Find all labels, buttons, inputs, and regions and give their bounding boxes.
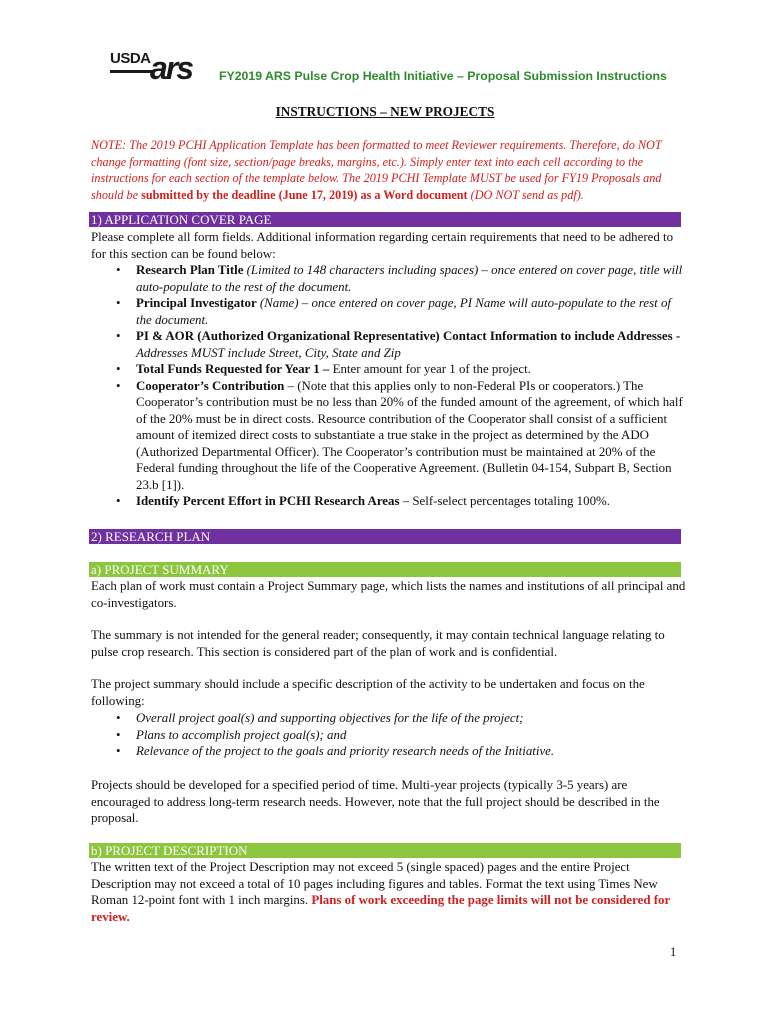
page-number: 1 bbox=[670, 945, 677, 959]
item-text: (Limited to 148 characters including spaces) – once entered on cover page, title will auto-populate to the rest of the document. bbox=[136, 263, 683, 294]
logo-usda-text: USDA bbox=[110, 50, 151, 67]
list-item bbox=[91, 361, 687, 378]
list-item bbox=[91, 493, 687, 510]
document-title: INSTRUCTIONS – NEW PROJECTS bbox=[275, 104, 495, 119]
item-label: PI & AOR (Authorized Organizational Representative) Contact Information to include Addresses - bbox=[136, 329, 681, 343]
project-summary-p1: Each plan of work must contain a Project Summary page, which lists the names and institutions of all principal and co-investigators. bbox=[91, 579, 686, 610]
header-title: FY2019 ARS Pulse Crop Health Initiative – Proposal Submission Instructions bbox=[219, 69, 667, 83]
project-summary-list bbox=[91, 710, 687, 760]
section-2-heading: 2) RESEARCH PLAN bbox=[89, 529, 681, 544]
bullet: • bbox=[116, 362, 121, 376]
list-item bbox=[91, 328, 687, 361]
project-summary-p2: The summary is not intended for the general reader; consequently, it may contain technical language relating to pulse crop research. This section is considered part of the plan of work and is confidential. bbox=[91, 628, 665, 659]
item-text: (Name) – once entered on cover page, PI Name will auto-populate to the rest of the document. bbox=[136, 296, 671, 327]
item-text: Enter amount for year 1 of the project. bbox=[332, 362, 531, 376]
usda-ars-logo bbox=[110, 50, 218, 86]
section-1-list bbox=[91, 262, 687, 510]
item-label: Identify Percent Effort in PCHI Research Areas bbox=[136, 494, 400, 508]
bullet: • bbox=[116, 711, 121, 725]
page-limit-warning: Plans of work exceeding the page limits will not be considered for review. bbox=[91, 893, 670, 924]
logo-ars-text: ars bbox=[150, 50, 193, 86]
list-item bbox=[91, 743, 687, 760]
item-text: Relevance of the project to the goals and priority research needs of the Initiative. bbox=[136, 744, 555, 758]
item-label: Principal Investigator bbox=[136, 296, 257, 310]
item-text: – (Note that this applies only to non-Federal PIs or cooperators.) The Cooperator’s contribution must be no less than 20% of the funded amount of the agreement, of which half of the 20% must be in direct costs. Resource contribution of the Cooperator shall consist of a sufficient amount of itemized direct costs to substantiate a true stake in the project as determined by the ADO (Authorized Departmental Officer). The Cooperator’s contribution must be maintained at 20% of the Federal funding throughout the life of the Cooperative Agreement. (Bulletin 04-154, Subpart B, Section 23.b [1]). bbox=[136, 378, 683, 492]
list-item bbox=[91, 378, 687, 494]
bullet: • bbox=[116, 296, 121, 310]
list-item bbox=[91, 727, 687, 744]
project-description-text bbox=[91, 859, 687, 925]
item-label: Cooperator’s Contribution bbox=[136, 378, 285, 393]
bullet: • bbox=[116, 329, 121, 343]
note-text-1: NOTE: The 2019 PCHI Application Template has been formatted to meet Reviewer requirements. Therefore, do NOT change formatting (font size, section/page breaks, margins, etc.). Simply enter text into each cell according to the instructions for each section of the template below. The 2019 PCHI Template MUST be used for FY19 Proposals and should be bbox=[91, 138, 662, 202]
item-text: Addresses MUST include Street, City, State and Zip bbox=[136, 345, 401, 360]
project-summary-p3: The project summary should include a specific description of the activity to be undertaken and focus on the following: bbox=[91, 677, 645, 708]
item-text: Plans to accomplish project goal(s); and bbox=[136, 727, 347, 742]
project-summary-heading: a) PROJECT SUMMARY bbox=[89, 562, 681, 577]
bullet: • bbox=[116, 727, 121, 742]
note-text-2: (DO NOT send as pdf). bbox=[467, 187, 584, 202]
logo-underline bbox=[110, 70, 152, 73]
section-1-intro: Please complete all form fields. Additional information regarding certain requirements that need to be adhered to for this section can be found below: bbox=[91, 230, 674, 261]
item-label: Research Plan Title bbox=[136, 263, 244, 277]
item-text: Overall project goal(s) and supporting objectives for the life of the project; bbox=[136, 711, 524, 725]
note-deadline: submitted by the deadline (June 17, 2019) as a Word document bbox=[141, 187, 468, 202]
section-1-heading: 1) APPLICATION COVER PAGE bbox=[89, 212, 681, 227]
list-item bbox=[91, 295, 687, 328]
bullet: • bbox=[116, 263, 121, 277]
list-item bbox=[91, 710, 687, 727]
item-text: – Self-select percentages totaling 100%. bbox=[399, 494, 610, 508]
formatting-note bbox=[91, 137, 691, 203]
item-label: Total Funds Requested for Year 1 – bbox=[136, 362, 333, 376]
bullet: • bbox=[116, 494, 121, 508]
bullet: • bbox=[116, 744, 121, 758]
bullet: • bbox=[116, 378, 121, 393]
project-summary-p4: Projects should be developed for a specified period of time. Multi-year projects (typically 3-5 years) are encouraged to address long-term research needs. However, note that the full project should be described in the proposal. bbox=[91, 778, 660, 825]
description-text: The written text of the Project Description may not exceed 5 (single spaced) pages and the entire Project Description may not exceed a total of 10 pages including figures and tables. Format the text using Times New Roman 12-point font with 1 inch margins. bbox=[91, 860, 658, 907]
project-description-heading: b) PROJECT DESCRIPTION bbox=[89, 843, 681, 858]
list-item bbox=[91, 262, 687, 295]
